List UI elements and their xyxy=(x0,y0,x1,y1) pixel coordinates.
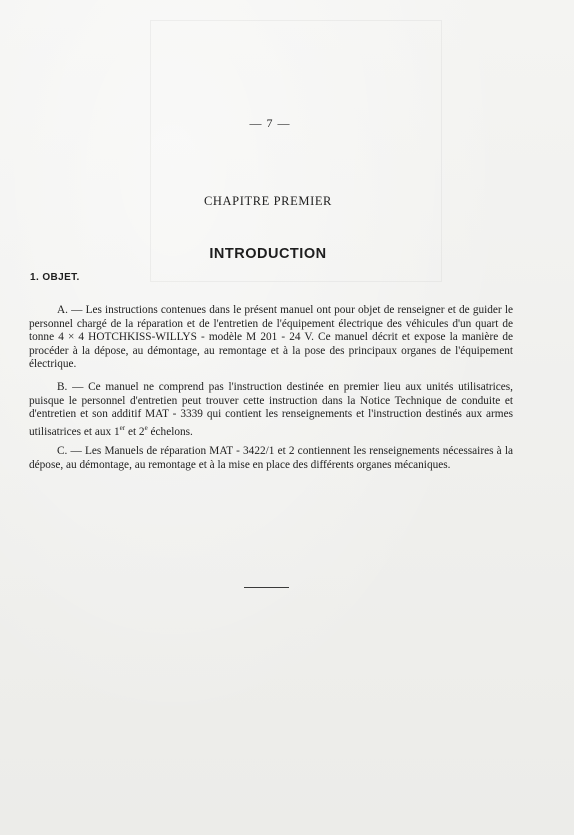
bleed-through-texture xyxy=(150,20,442,282)
paragraph-b-superscript-second: e xyxy=(144,423,148,432)
page-number: — 7 — xyxy=(249,116,291,130)
paragraph-b-text-before: B. — Ce manuel ne comprend pas l'instruction destinée en premier lieu aux unités utilisatrices, puisque le personnel d'entretien peut trouver cette instruction dans la Notice Technique de conduite et d'entretien et son additif MAT - 3339 qui contient les renseignements et l'instruction destinés aux armes utilisatrices et aux 1 xyxy=(29,381,513,438)
paragraph-b-text-middle: et 2 xyxy=(125,425,145,438)
paragraph-c: C. — Les Manuels de réparation MAT - 3422/1 et 2 contiennent les renseignements nécessaires à la dépose, au démontage, au remontage et à la mise en place des différents organes mécaniques. xyxy=(29,445,513,471)
paragraph-a: A. — Les instructions contenues dans le présent manuel ont pour objet de renseigner et de guider le personnel chargé de la réparation et de l'entretien de l'équipement électrique des véhicules d'un quart de tonne 4 × 4 HOTCHKISS-WILLYS - modèle M 201 - 24 V. Ce manuel décrit et expose la manière de procéder à la dépose, au démontage, au remontage et à la pose des principaux organes de l'équipement électrique. xyxy=(29,304,513,371)
section-title: INTRODUCTION xyxy=(209,246,327,262)
paragraph-b-text-after: échelons. xyxy=(147,425,193,438)
paragraph-b xyxy=(29,381,513,439)
chapter-title: CHAPITRE PREMIER xyxy=(203,194,332,208)
separator-line xyxy=(244,587,289,588)
paragraph-b-superscript-first: er xyxy=(119,423,126,432)
subsection-title: 1. OBJET. xyxy=(30,272,80,283)
